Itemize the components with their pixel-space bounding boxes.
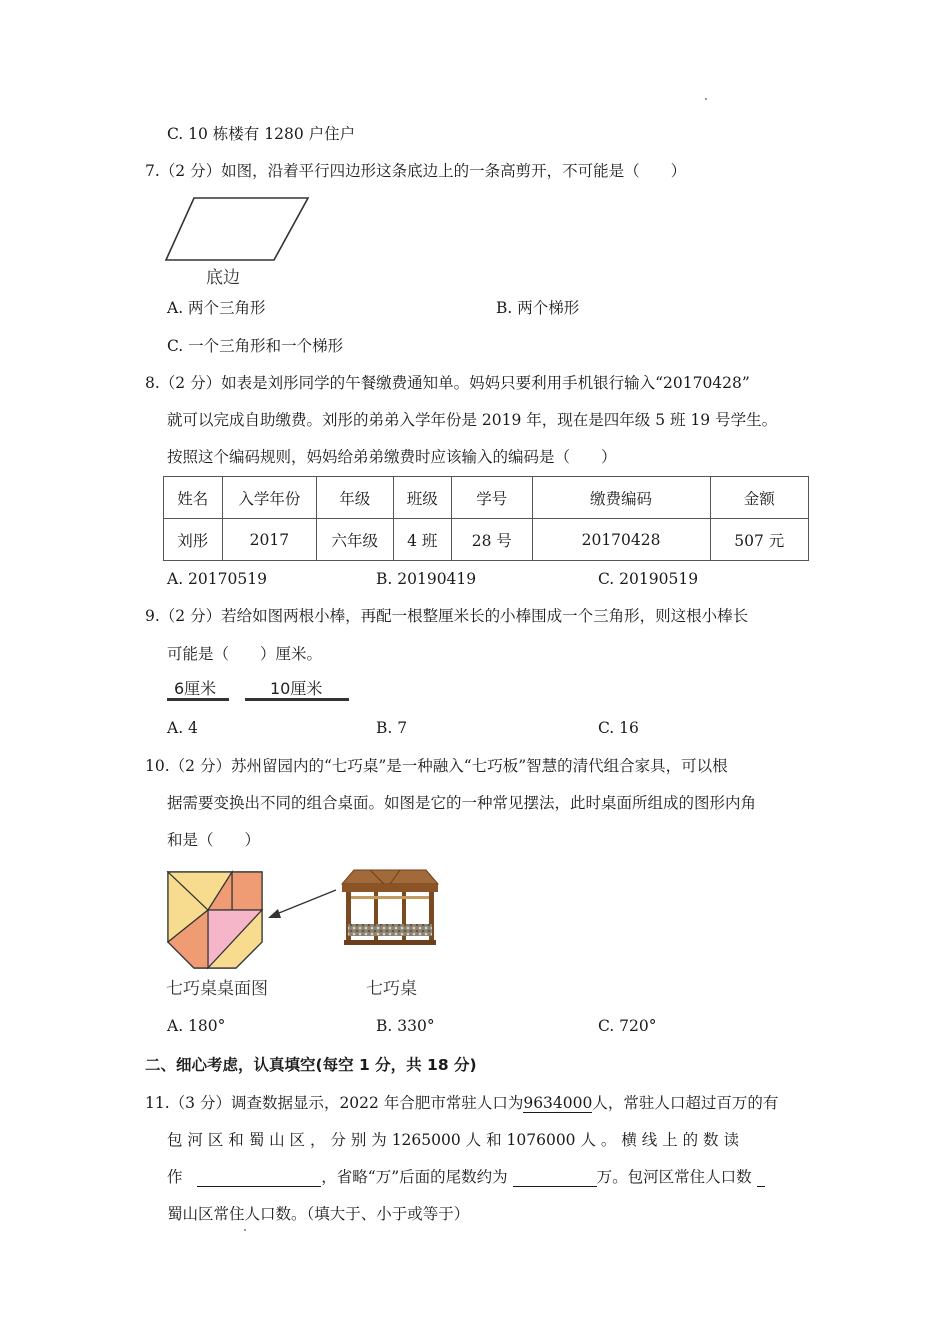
q9-stem-2: 可能是（ ）厘米。 <box>167 645 323 663</box>
q7-option-b: B. 两个梯形 <box>496 299 580 317</box>
fee-table-header: 学号 <box>452 477 532 519</box>
scan-speck <box>244 1229 246 1231</box>
section-2-title: 二、细心考虑，认真填空(每空 1 分，共 18 分) <box>145 1056 477 1074</box>
q11-line-4: 蜀山区常住人口数。（填大于、小于或等于） <box>167 1205 470 1223</box>
q10-option-b: B. 330° <box>376 1017 435 1035</box>
q11-blank-compare[interactable] <box>757 1170 765 1187</box>
q10-stem-3: 和是（ ） <box>167 831 261 849</box>
arrow-icon <box>266 888 338 922</box>
fee-table-header-row <box>164 477 809 519</box>
q7-option-c: C. 一个三角形和一个梯形 <box>167 337 344 355</box>
parallelogram-figure <box>160 192 320 264</box>
q8-option-c: C. 20190519 <box>598 570 699 588</box>
q11-line-3-a: 作 <box>167 1168 183 1186</box>
q11-line-1 <box>145 1093 778 1113</box>
tangram-piece <box>232 872 262 910</box>
fee-table-header: 姓名 <box>164 477 223 519</box>
q9-option-b: B. 7 <box>376 719 408 737</box>
q11-line-1-post: 人，常驻人口超过百万的有 <box>592 1094 779 1112</box>
q9-stem-1: 9.（2 分）若给如图两根小棒，再配一根整厘米长的小棒围成一个三角形，则这根小棒长 <box>145 607 749 625</box>
q8-stem-1: 8.（2 分）如表是刘彤同学的午餐缴费通知单。妈妈只要利用手机银行输入“20170428” <box>145 374 750 392</box>
q11-line-3-c: 万。包河区常住人口数 <box>596 1168 752 1186</box>
fee-table-header: 缴费编码 <box>532 477 710 519</box>
q10-figure-label-left: 七巧桌桌面图 <box>166 979 268 999</box>
q7-option-a: A. 两个三角形 <box>167 299 266 317</box>
q6-option-c: C. 10 栋楼有 1280 户住户 <box>167 125 356 143</box>
fee-table-cell: 507 元 <box>710 519 808 561</box>
fee-table-cell: 4 班 <box>393 519 452 561</box>
scan-speck <box>705 98 707 100</box>
q11-blank-reading[interactable] <box>197 1170 321 1187</box>
q11-line-3 <box>167 1167 765 1187</box>
stick-6cm-label: 6厘米 <box>174 679 217 698</box>
tangram-table-top-figure <box>166 870 264 970</box>
fee-table-header: 年级 <box>317 477 393 519</box>
fee-table-cell: 六年级 <box>317 519 393 561</box>
q10-stem-2: 据需要变换出不同的组合桌面。如图是它的一种常见摆法，此时桌面所组成的图形内角 <box>167 794 757 812</box>
q11-line-1-pre: 11.（3 分）调查数据显示，2022 年合肥市常驻人口为 <box>145 1094 524 1112</box>
q7-stem: 7.（2 分）如图，沿着平行四边形这条底边上的一条高剪开，不可能是（ ） <box>145 162 687 180</box>
q11-line-2: 包 河 区 和 蜀 山 区 ， 分 别 为 1265000 人 和 1076000 人 。 横 线 上 的 数 读 <box>167 1131 739 1149</box>
q8-stem-2: 就可以完成自助缴费。刘彤的弟弟入学年份是 2019 年，现在是四年级 5 班 19 号学生。 <box>167 411 778 429</box>
q11-blank-approx[interactable] <box>513 1170 597 1187</box>
fee-table-header: 入学年份 <box>222 477 316 519</box>
q8-stem-3: 按照这个编码规则，妈妈给弟弟缴费时应该输入的编码是（ ） <box>167 448 617 466</box>
q8-option-a: A. 20170519 <box>167 570 267 588</box>
q11-underlined-number: 9634000 <box>523 1094 593 1112</box>
q8-option-b: B. 20190419 <box>376 570 477 588</box>
fee-table-cell: 刘彤 <box>164 519 223 561</box>
qiqiao-table-photo <box>340 866 440 948</box>
stick-6cm <box>167 698 229 701</box>
q7-figure-label: 底边 <box>206 268 240 288</box>
q11-line-3-b: ，省略“万”后面的尾数约为 <box>321 1168 508 1186</box>
fee-table-cell: 2017 <box>222 519 316 561</box>
fee-table-cell: 28 号 <box>452 519 532 561</box>
fee-table <box>163 476 809 561</box>
fee-table-row <box>164 519 809 561</box>
q10-figure-label-right: 七巧桌 <box>366 979 417 999</box>
q9-option-c: C. 16 <box>598 719 639 737</box>
fee-table-header: 金额 <box>710 477 808 519</box>
q10-option-a: A. 180° <box>167 1017 226 1035</box>
stick-10cm <box>245 698 349 701</box>
q10-option-c: C. 720° <box>598 1017 657 1035</box>
fee-table-header: 班级 <box>393 477 452 519</box>
fee-table-cell: 20170428 <box>532 519 710 561</box>
stick-10cm-label: 10厘米 <box>270 679 323 698</box>
q9-option-a: A. 4 <box>167 719 198 737</box>
parallelogram-shape <box>166 198 308 260</box>
q10-stem-1: 10.（2 分）苏州留园内的“七巧桌”是一种融入“七巧板”智慧的清代组合家具，可以根 <box>145 757 728 775</box>
